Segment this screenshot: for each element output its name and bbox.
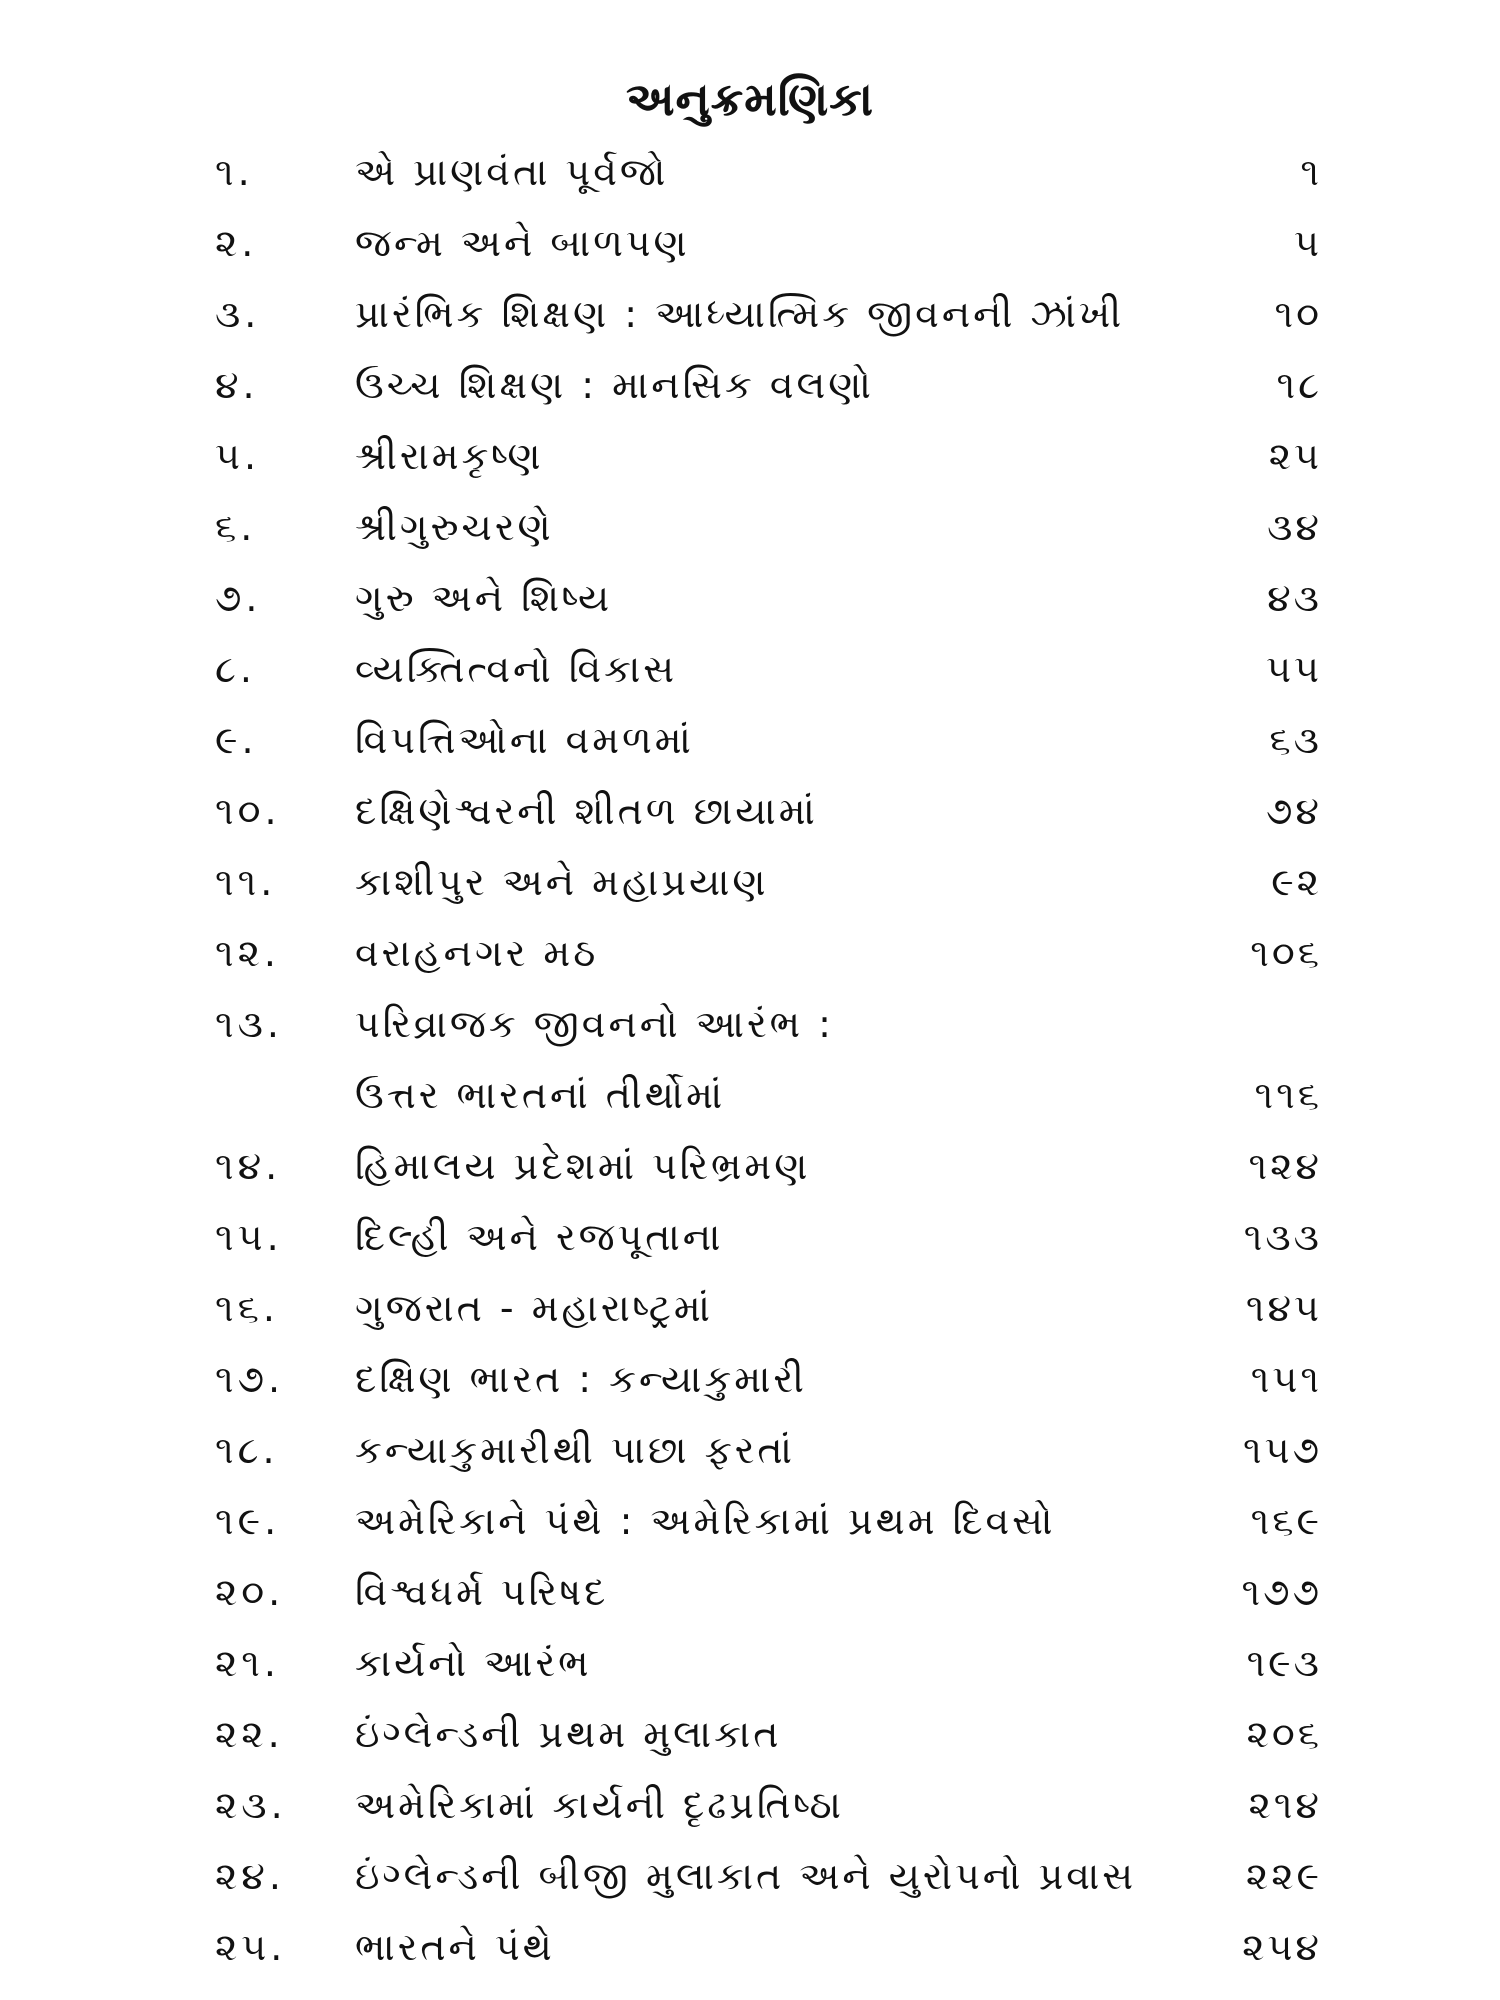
page-number: ૨૧૪	[1248, 1783, 1322, 1827]
page-number: ૧૧૬	[1254, 1073, 1322, 1117]
toc-row	[0, 1418, 1500, 1489]
chapter-title: ગુજરાત - મહારાષ્ટ્રમાં	[355, 1286, 713, 1330]
chapter-title: દક્ષિણેશ્વરની શીતળ છાયામાં	[355, 789, 818, 833]
page-number: ૧૦	[1274, 292, 1322, 336]
chapter-title: શ્રીગુરુચરણે	[355, 505, 554, 549]
chapter-number: ૨૧.	[215, 1641, 281, 1685]
toc-row	[0, 1844, 1500, 1915]
page-number: ૨૫૪	[1242, 1925, 1322, 1969]
chapter-number: ૩.	[215, 292, 261, 336]
chapter-number: ૧૮.	[215, 1428, 279, 1472]
chapter-number: ૧૨.	[215, 931, 281, 975]
toc-row-continuation	[0, 1063, 1500, 1134]
chapter-number: ૧૦.	[215, 789, 281, 833]
chapter-title: ભારતને પંથે	[355, 1925, 555, 1969]
chapter-number: ૬.	[215, 505, 257, 549]
chapter-title: ઉત્તર ભારતનાં તીર્થોમાં	[355, 1073, 726, 1117]
chapter-title: પરિવ્રાજક જીવનનો આરંભ :	[355, 1002, 834, 1046]
chapter-title: અમેરિકાને પંથે : અમેરિકામાં પ્રથમ દિવસો	[355, 1499, 1056, 1543]
chapter-title: વ્યક્તિત્વનો વિકાસ	[355, 647, 678, 691]
chapter-number: ૫.	[215, 434, 261, 478]
toc-row	[0, 1702, 1500, 1773]
chapter-number: ૧૯.	[215, 1499, 281, 1543]
toc-row	[0, 1347, 1500, 1418]
chapter-number: ૮.	[215, 647, 256, 691]
page-number: ૨૨૯	[1245, 1854, 1322, 1898]
chapter-title: હિમાલય પ્રદેશમાં પરિભ્રમણ	[355, 1144, 811, 1188]
chapter-number: ૧૫.	[215, 1215, 283, 1259]
toc-row	[0, 779, 1500, 850]
page-number: ૧	[1300, 150, 1322, 194]
chapter-title: એ પ્રાણવંતા પૂર્વજો	[355, 150, 669, 194]
chapter-number: ૧.	[215, 150, 254, 194]
page-number: ૩૪	[1267, 505, 1322, 549]
chapter-title: પ્રારંભિક શિક્ષણ : આધ્યાત્મિક જીવનની ઝાંખી	[355, 292, 1125, 336]
toc-row	[0, 992, 1500, 1063]
page-number: ૭૪	[1266, 789, 1322, 833]
chapter-number: ૨૦.	[215, 1570, 285, 1614]
page-number: ૧૩૩	[1243, 1215, 1322, 1259]
page-title: અનુક્રમણિકા	[625, 72, 874, 126]
page-number: ૧૯૩	[1246, 1641, 1322, 1685]
chapter-number: ૭.	[215, 576, 262, 620]
chapter-title: ગુરુ અને શિષ્ય	[355, 576, 613, 620]
chapter-title: કાશીપુર અને મહાપ્રયાણ	[355, 860, 769, 904]
toc-row	[0, 1134, 1500, 1205]
chapter-number: ૪.	[215, 363, 259, 407]
toc-row	[0, 282, 1500, 353]
toc-row	[0, 495, 1500, 566]
toc-row	[0, 850, 1500, 921]
page-number: ૯૨	[1271, 860, 1322, 904]
page-number: ૧૫૭	[1243, 1428, 1322, 1472]
chapter-number: ૧૭.	[215, 1357, 285, 1401]
toc-row	[0, 1631, 1500, 1702]
chapter-title: કાર્યનો આરંભ	[355, 1641, 592, 1685]
chapter-number: ૨૫.	[215, 1925, 287, 1969]
toc-row	[0, 140, 1500, 211]
chapter-title: દિલ્હી અને રજપૂતાના	[355, 1215, 724, 1259]
page-number: ૧૭૭	[1241, 1570, 1322, 1614]
chapter-title: કન્યાકુમારીથી પાછા ફરતાં	[355, 1428, 795, 1472]
page-number: ૧૬૯	[1250, 1499, 1322, 1543]
chapter-title: જન્મ અને બાળપણ	[355, 221, 690, 265]
toc-row	[0, 921, 1500, 992]
chapter-title: ઉચ્ચ શિક્ષણ : માનસિક વલણો	[355, 363, 874, 407]
page-number: ૬૩	[1269, 718, 1322, 762]
table-of-contents	[0, 140, 1500, 1986]
chapter-title: દક્ષિણ ભારત : કન્યાકુમારી	[355, 1357, 807, 1401]
chapter-title: ઇંગ્લેન્ડની પ્રથમ મુલાકાત	[355, 1712, 782, 1756]
chapter-number: ૧૪.	[215, 1144, 282, 1188]
page-number: ૨૫	[1268, 434, 1322, 478]
toc-row	[0, 1560, 1500, 1631]
toc-row	[0, 1489, 1500, 1560]
chapter-title: અમેરિકામાં કાર્યની દૃઢપ્રતિષ્ઠા	[355, 1783, 844, 1827]
toc-row	[0, 1915, 1500, 1986]
page-number: ૫	[1294, 221, 1322, 265]
page-number: ૧૪૫	[1245, 1286, 1322, 1330]
toc-row	[0, 1276, 1500, 1347]
toc-row	[0, 353, 1500, 424]
chapter-title: વિપત્તિઓના વમળમાં	[355, 718, 694, 762]
toc-row	[0, 708, 1500, 779]
toc-row	[0, 1773, 1500, 1844]
chapter-number: ૧૬.	[215, 1286, 279, 1330]
page-number: ૨૦૬	[1246, 1712, 1322, 1756]
toc-row	[0, 211, 1500, 282]
toc-row	[0, 566, 1500, 637]
chapter-number: ૧૩.	[215, 1002, 284, 1046]
chapter-number: ૯.	[215, 718, 258, 762]
page-number: ૪૩	[1267, 576, 1322, 620]
page-number: ૧૦૬	[1250, 931, 1322, 975]
toc-row	[0, 424, 1500, 495]
chapter-number: ૨૨.	[215, 1712, 284, 1756]
chapter-title: શ્રીરામકૃષ્ણ	[355, 434, 544, 478]
chapter-title: ઇંગ્લેન્ડની બીજી મુલાકાત અને યુરોપનો પ્રવાસ	[355, 1854, 1137, 1898]
chapter-number: ૨૪.	[215, 1854, 285, 1898]
chapter-number: ૨૩.	[215, 1783, 287, 1827]
toc-row	[0, 1205, 1500, 1276]
page-number: ૧૫૧	[1250, 1357, 1322, 1401]
toc-row	[0, 637, 1500, 708]
chapter-number: ૧૧.	[215, 860, 277, 904]
page-number: ૫૫	[1266, 647, 1322, 691]
chapter-title: વરાહનગર મઠ	[355, 931, 599, 975]
page-number: ૧૨૪	[1248, 1144, 1322, 1188]
chapter-number: ૨.	[215, 221, 258, 265]
chapter-title: વિશ્વધર્મ પરિષદ	[355, 1570, 609, 1614]
page-number: ૧૮	[1276, 363, 1322, 407]
